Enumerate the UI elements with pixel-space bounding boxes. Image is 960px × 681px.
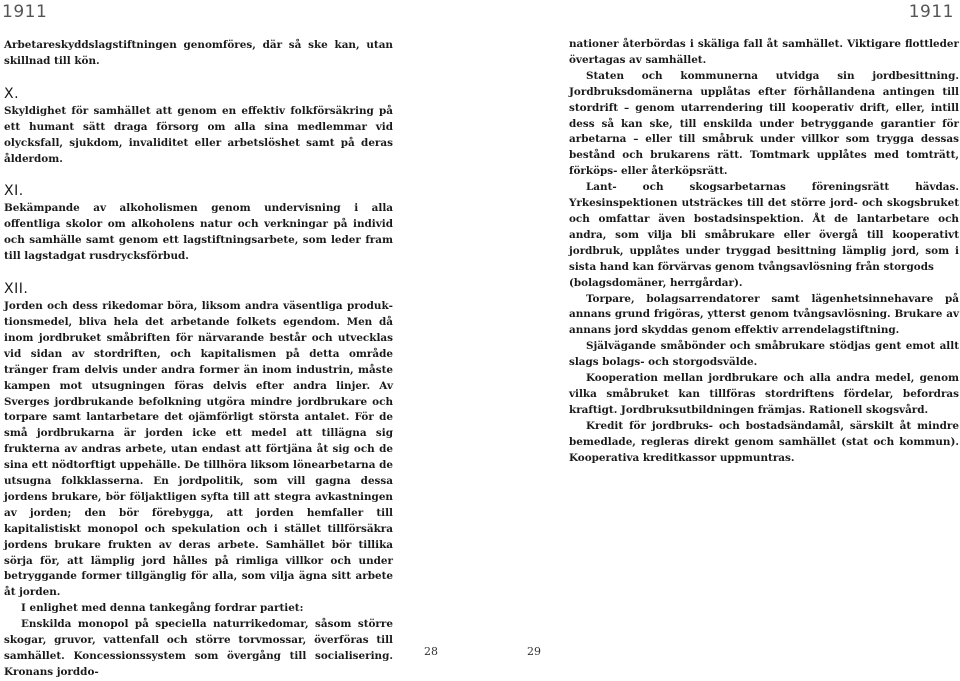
- right-paragraph-5: Självägande småbönder och småbrukare stödjas gent emot allt slags bolags- och storgodsvälde.: [569, 340, 959, 369]
- right-paragraph-6: Kooperation mellan jordbrukare och alla andra medel, genom vilka småbruket kan tillföras stordriftens fördelar, befordras kraftigt. Jordbruksutbildningen främjas. Rationell skogsvård.: [569, 372, 959, 416]
- section-xii-heading: XII.: [4, 281, 29, 298]
- right-paragraph-2: Staten och kommunerna utvidga sin jordbesittning. Jordbruksdomänerna upplåtas efter förhållandena antingen till stordrift – genom utarrendering till kooperativ drift, eller, intill dess så kan ske, till enskilda under betryggande garantier för arbetarna – eller till småbruk under villkor som trygga dessas bestånd och brukarens rätt. Tomtmark upplåtes med tomträtt, förköps- eller återköpsrätt.: [569, 69, 959, 178]
- page-number-left: 28: [424, 645, 438, 658]
- ownership-paragraph: Enskilda monopol på speciella naturrikedomar, såsom större skogar, gruvor, vattenfall och större torvmossar, överföras till samhället. Koncessionssystem som övergång till socialisering. Kronans jorddo-: [4, 618, 393, 678]
- section-xi-text: Bekämpande av alkoholismen genom undervisning i alla offentliga skolor om alkoholens natur och verkningar på individ och samhälle samt genom ett lagstiftningsarbete, som leder fram till lagstadgat rusdrycksförbud.: [4, 202, 393, 263]
- section-x-heading: X.: [4, 85, 20, 102]
- right-page-column: [569, 37, 959, 466]
- page-number-right: 29: [527, 645, 541, 658]
- year-header-right: 1911: [908, 2, 954, 22]
- intro-paragraph: Arbetareskyddslagstiftningen genomföres, där så ske kan, utan skillnad till kön.: [4, 39, 393, 67]
- section-x-text: Skyldighet för samhället att genom en effektiv folkförsäkring på ett humant sätt draga försorg om alla sina medlemmar vid olycksfall, sjukdom, invaliditet eller arbetslöshet samt på deras ålderdom.: [4, 104, 393, 165]
- year-header-left: 1911: [2, 2, 48, 22]
- section-xii-text: Jorden och dess rikedomar böra, liksom andra väsentliga produktionsmedel, bliva hela det arbetande folkets egendom. Men då inom jordbruket småbriften för närvarande består och utvecklas vid sidan av stordriften, och kapitalismen på detta område tränger fram delvis under andra former än inom industrin, måste kampen mot utsugningen föras delvis efter andra linjer. Av Sverges jordbrukande befolkning utgöra mindre jordbrukare och torpare samt lantarbetare det ojämförligt största antalet. För de små jordbrukarna är jorden icke ett medel att tillägna sig frukterna av andras arbete, utan endast att förtjäna åt sig och de sina ett nödtorftigt uppehälle. De tillhöra liksom lönearbetarna de utsugna folkklasserna. En jordpolitik, som vill gagna dessa jordens brukare, bör följaktligen syfta till att stegra avkastningen av jorden; den bör förebygga, att jorden hemfaller till kapitalistiskt monopol och spekulation och i stället tillförsäkra jordens brukare frukten av deras arbete. Samhället bör tillika sörja för, att lämplig jord hålles på rimliga villkor och under betryggande former tillgänglig för alla, som vilja ägna sitt arbete åt jorden.: [4, 300, 393, 599]
- right-paragraph-4: Torpare, bolagsarrendatorer samt lägenhetsinnehavare på annans grund frigöras, ytterst genom tvångsavlösning. Brukare av annans jord skyddas genom effektiv arrendelagstiftning.: [569, 292, 959, 337]
- right-paragraph-1: nationer återbördas i skäliga fall åt samhället. Viktigare flottleder övertagas av samhället.: [569, 38, 959, 66]
- section-xi-heading: XI.: [4, 183, 24, 200]
- left-page-column: [4, 38, 393, 681]
- right-paragraph-3: Lant- och skogsarbetarnas föreningsrätt hävdas. Yrkesinspektionen utsträckes till det större jord- och skogsbruket och omfattar även bostadsinspektion. Åt de lantarbetare och andra, som vilja bli småbrukare eller övergå till kooperativt jordbruk, upplåtes under tryggad besittning lämplig jord, som i sista hand kan förvärvas genom tvångsavlösning från storgods: [569, 181, 959, 273]
- right-paragraph-7: Kredit för jordbruks- och bostadsändamål, särskilt åt mindre bemedlade, regleras direkt genom samhället (stat och kommun). Kooperativa kreditkassor uppmuntras.: [569, 419, 959, 464]
- right-paragraph-3b: (bolagsdomäner, herrgårdar).: [569, 276, 743, 289]
- demands-paragraph: I enlighet med denna tankegång fordrar partiet:: [21, 602, 304, 615]
